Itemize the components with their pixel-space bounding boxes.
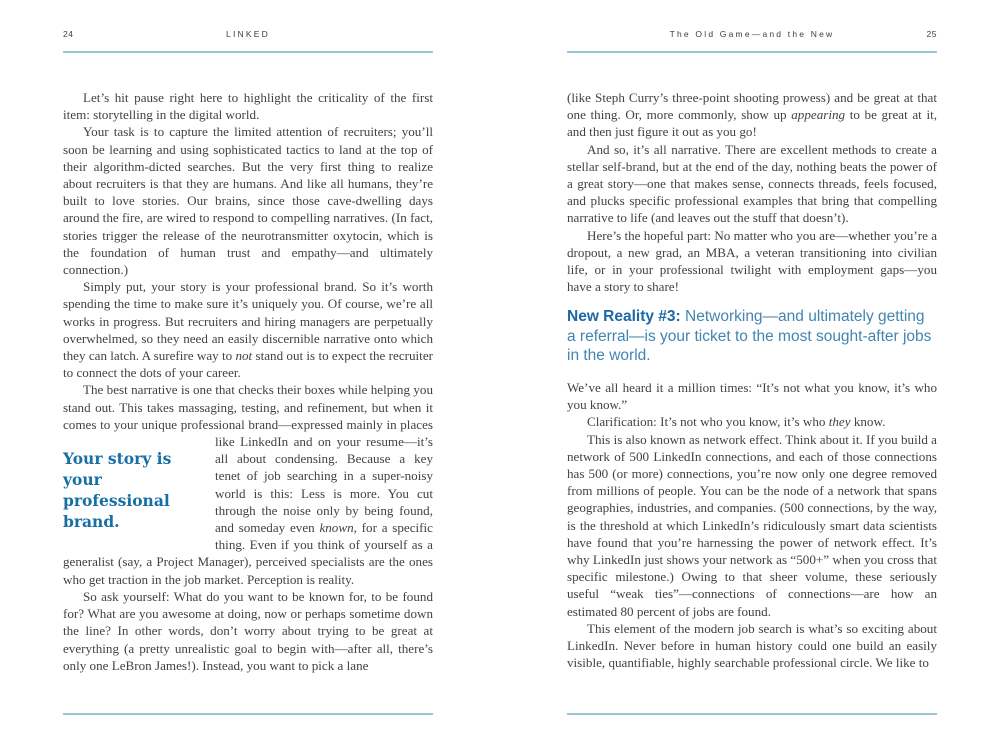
top-rule-right <box>567 51 937 53</box>
paragraph-text: know. <box>850 414 886 430</box>
paragraph <box>567 89 937 141</box>
paragraph: Your task is to capture the limited attention of recruiters; you’ll soon be learning and using sophisticated tactics to land at the top of their algorithm-dicted searches. But the very first thing to realize about recruiters is that they are humans. And like all humans, they’re built to love stories. Our brains, since those cave-dwelling days around the fire, are wired to respond to compelling narratives. (In fact, stories trigger the release of the neurotransmitter oxytocin, which is the foundation of human trust and empathy—and ultimately connection.) <box>63 124 433 278</box>
pull-quote: Your story is your professional brand. <box>63 449 172 532</box>
paragraph: And so, it’s all narrative. There are excellent methods to create a stellar self-brand, but at the end of the day, nothing beats the power of a great story—one that makes sense, connects threads, feels focused, and plucks specific professional examples that bring that compelling narrative to life (and leaves out the stuff that doesn’t). <box>567 141 937 226</box>
page-right <box>567 0 937 750</box>
italic-word: known <box>319 520 354 536</box>
paragraph: This element of the modern job search is what’s so exciting about LinkedIn. Never before in human history could one build an easily visible, quantifiable, highly searchable professional circle. We like to <box>567 620 937 671</box>
section-heading-new-reality-3 <box>567 307 937 366</box>
paragraph: Here’s the hopeful part: No matter who you are—whether you’re a dropout, a new grad, an MBA, a veteran transitioning into civilian life, or in your professional twilight with employment gaps—you have a story to share! <box>567 227 937 295</box>
page-left <box>63 0 433 750</box>
paragraph: Let’s hit pause right here to highlight the criticality of the first item: storytelling in the digital world. <box>63 90 433 123</box>
body-text-right <box>567 89 937 671</box>
paragraph-text: to be great at it, and then just figure it out as you go! <box>567 107 938 140</box>
page-number-right: 25 <box>926 29 937 39</box>
page-right-header <box>567 29 937 40</box>
paragraph-text: mainly in places like LinkedIn and on your resume—it’s all about condensing. Because a key tenet of job searching in a super-noisy world is this: Less is more. You cut through the noise only by being found, and someday even <box>215 416 433 536</box>
bottom-rule-left <box>63 713 433 715</box>
running-head-left: LINKED <box>226 29 270 39</box>
italic-word: they <box>828 414 851 430</box>
paragraph: This is also known as network effect. Think about it. If you build a network of 500 LinkedIn connections, and each of those connections has 500 (or more) connections, you’re now only one degree removed from millions of people. You can be the node of a network that spans geographies, industries, and companies. (500 connections, by the way, is the threshold at which LinkedIn’s ridiculously smart data scientists have found that you’re harnessing the power of network effect. It’s why LinkedIn just shows your network as “500+” when you cross that specific milestone.) Owing to that sheer volume, these seriously useful “weak ties”—connections of connections—are how an estimated 80 percent of jobs are found. <box>567 431 937 619</box>
top-rule-left <box>63 51 433 53</box>
paragraph-text: stand out is to expect the recruiter to connect the dots of your career. <box>63 348 433 381</box>
paragraph <box>63 278 433 381</box>
running-head-right: The Old Game—and the New <box>669 29 835 39</box>
section-heading-text: Networking—and ultimately getting a referral—is your ticket to the most sought-after jobs in the world. <box>567 308 932 365</box>
body-text-left <box>63 89 433 674</box>
paragraph-text: (like Steph Curry’s three-point shooting prowess) and be great at that one thing. Or, more commonly, show up <box>567 90 937 123</box>
bottom-rule-right <box>567 713 937 715</box>
page-number-left: 24 <box>63 29 74 39</box>
paragraph-text: Clarification: It’s not who you know, it’s who <box>587 414 829 430</box>
paragraph-text: , for a specific thing. Even if you think of yourself as a generalist (say, a Project Manager), perceived specialists are the ones who get traction in the job market. Perception is reality. <box>63 520 433 587</box>
italic-word: not <box>235 348 253 364</box>
page-left-header <box>63 29 433 40</box>
paragraph-text: Simply put, your story is your professional brand. So it’s worth spending the time to make sure it’s uniquely you. Of course, we’re all works in progress. But recruiters and hiring managers are perpetually overwhelmed, so they need an easily discernible narrative onto which they can latch. A surefire way to <box>63 279 433 364</box>
paragraph <box>567 413 937 430</box>
section-heading-label: New Reality #3: <box>567 308 681 326</box>
paragraph-with-pull-quote <box>63 381 433 587</box>
paragraph-text: The best narrative is one that checks their boxes while helping you stand out. This takes massaging, testing, and refinement, but when it comes to your unique professional brand—expressed <box>63 382 433 432</box>
paragraph: We’ve all heard it a million times: “It’s not what you know, it’s who you know.” <box>567 379 937 413</box>
italic-word: appearing <box>791 107 846 123</box>
paragraph: So ask yourself: What do you want to be known for, to be found for? What are you awesome at doing, now or perhaps sometime down the line? In other words, don’t worry about trying to be great at everything (a pretty unrealistic goal to begin with—after all, there’s only one LeBron James!). Instead, you want to pick a lane <box>63 588 433 673</box>
